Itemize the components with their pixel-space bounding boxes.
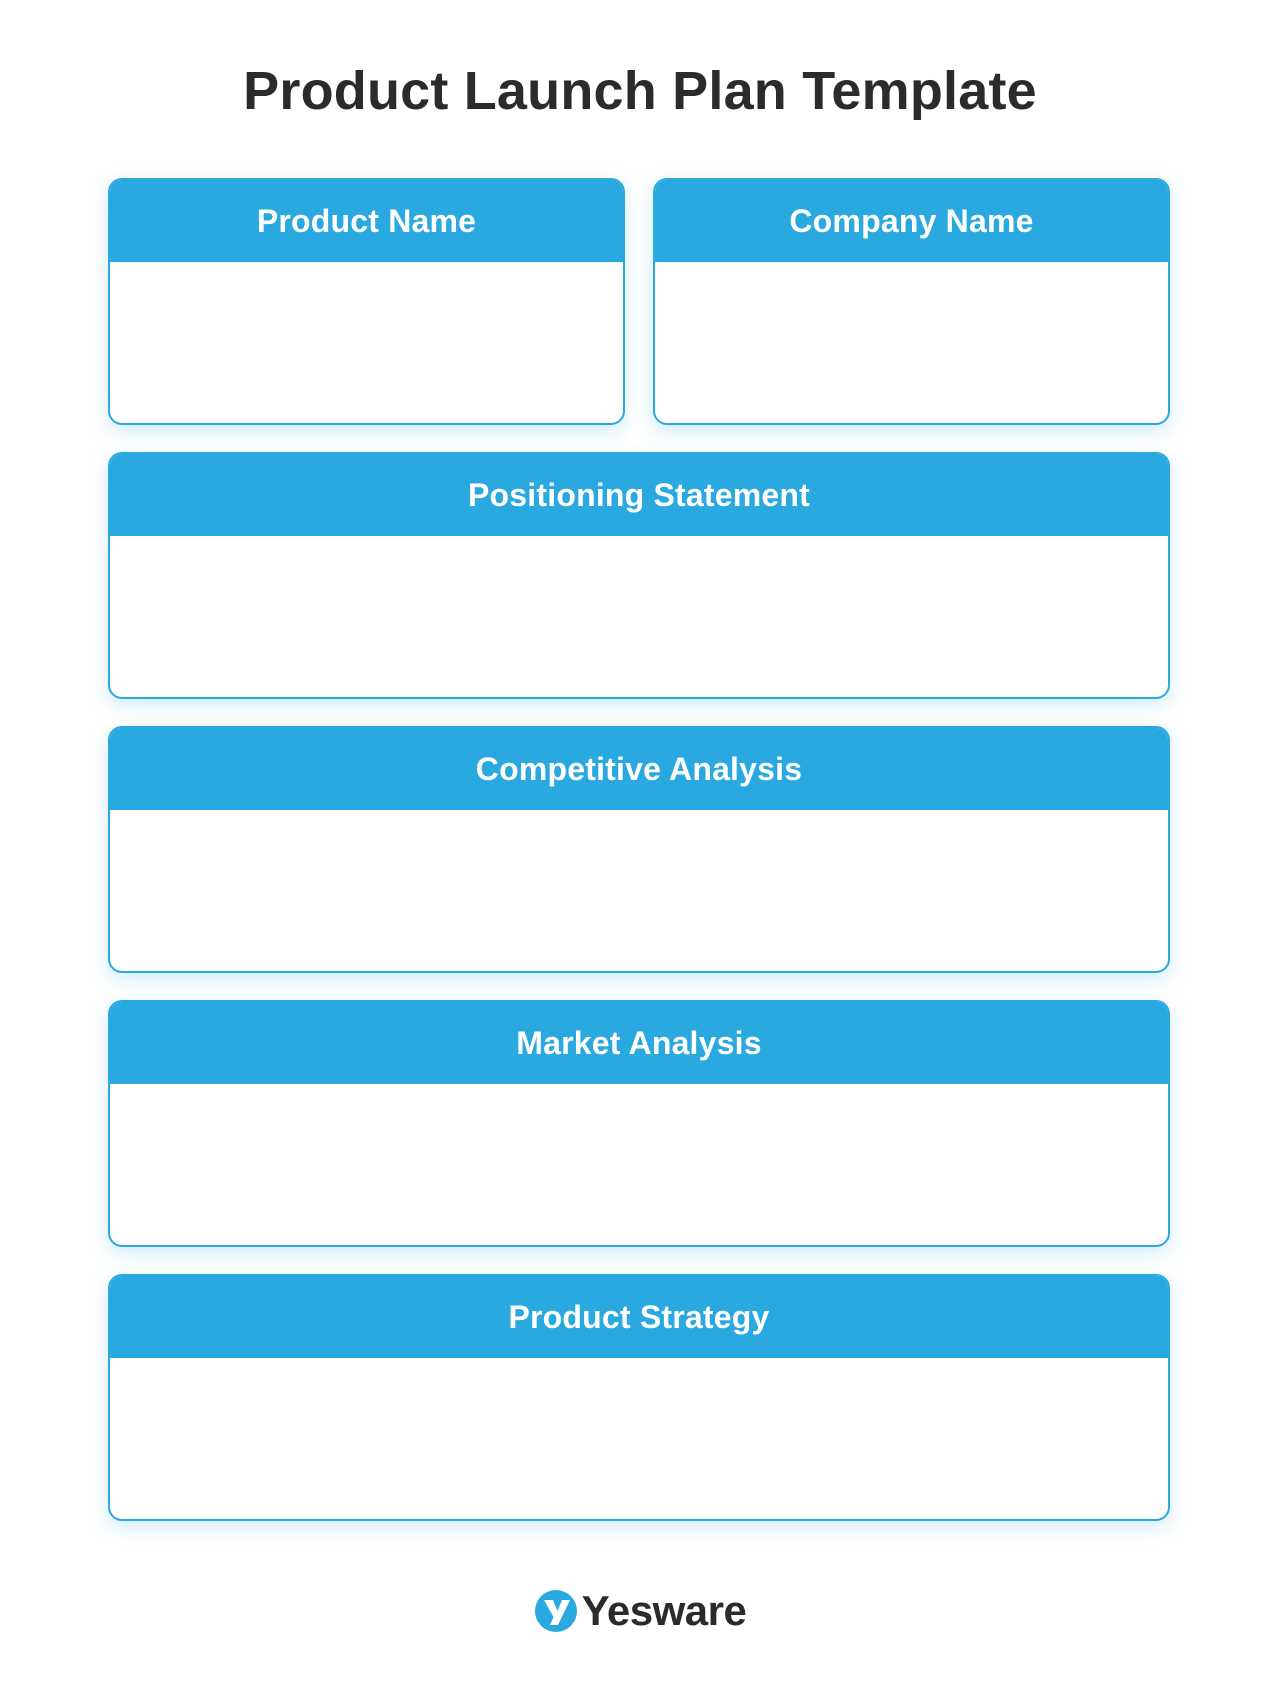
product-strategy-field[interactable]	[110, 1358, 1168, 1519]
company-name-field[interactable]	[655, 262, 1168, 423]
company-name-card	[653, 178, 1170, 425]
product-name-field[interactable]	[110, 262, 623, 423]
product-strategy-header: Product Strategy	[110, 1276, 1168, 1358]
positioning-statement-card	[108, 452, 1170, 699]
competitive-analysis-header: Competitive Analysis	[110, 728, 1168, 810]
page-title: Product Launch Plan Template	[243, 61, 1037, 121]
company-name-header: Company Name	[655, 180, 1168, 262]
product-strategy-card	[108, 1274, 1170, 1521]
positioning-statement-field[interactable]	[110, 536, 1168, 697]
positioning-statement-header: Positioning Statement	[110, 454, 1168, 536]
competitive-analysis-field[interactable]	[110, 810, 1168, 971]
competitive-analysis-card	[108, 726, 1170, 973]
yesware-logo-icon	[534, 1589, 578, 1633]
market-analysis-field[interactable]	[110, 1084, 1168, 1245]
product-name-card	[108, 178, 625, 425]
market-analysis-header: Market Analysis	[110, 1002, 1168, 1084]
market-analysis-card	[108, 1000, 1170, 1247]
yesware-logo-text: Yesware	[581, 1587, 747, 1634]
yesware-logo	[0, 1587, 1280, 1635]
product-name-header: Product Name	[110, 180, 623, 262]
